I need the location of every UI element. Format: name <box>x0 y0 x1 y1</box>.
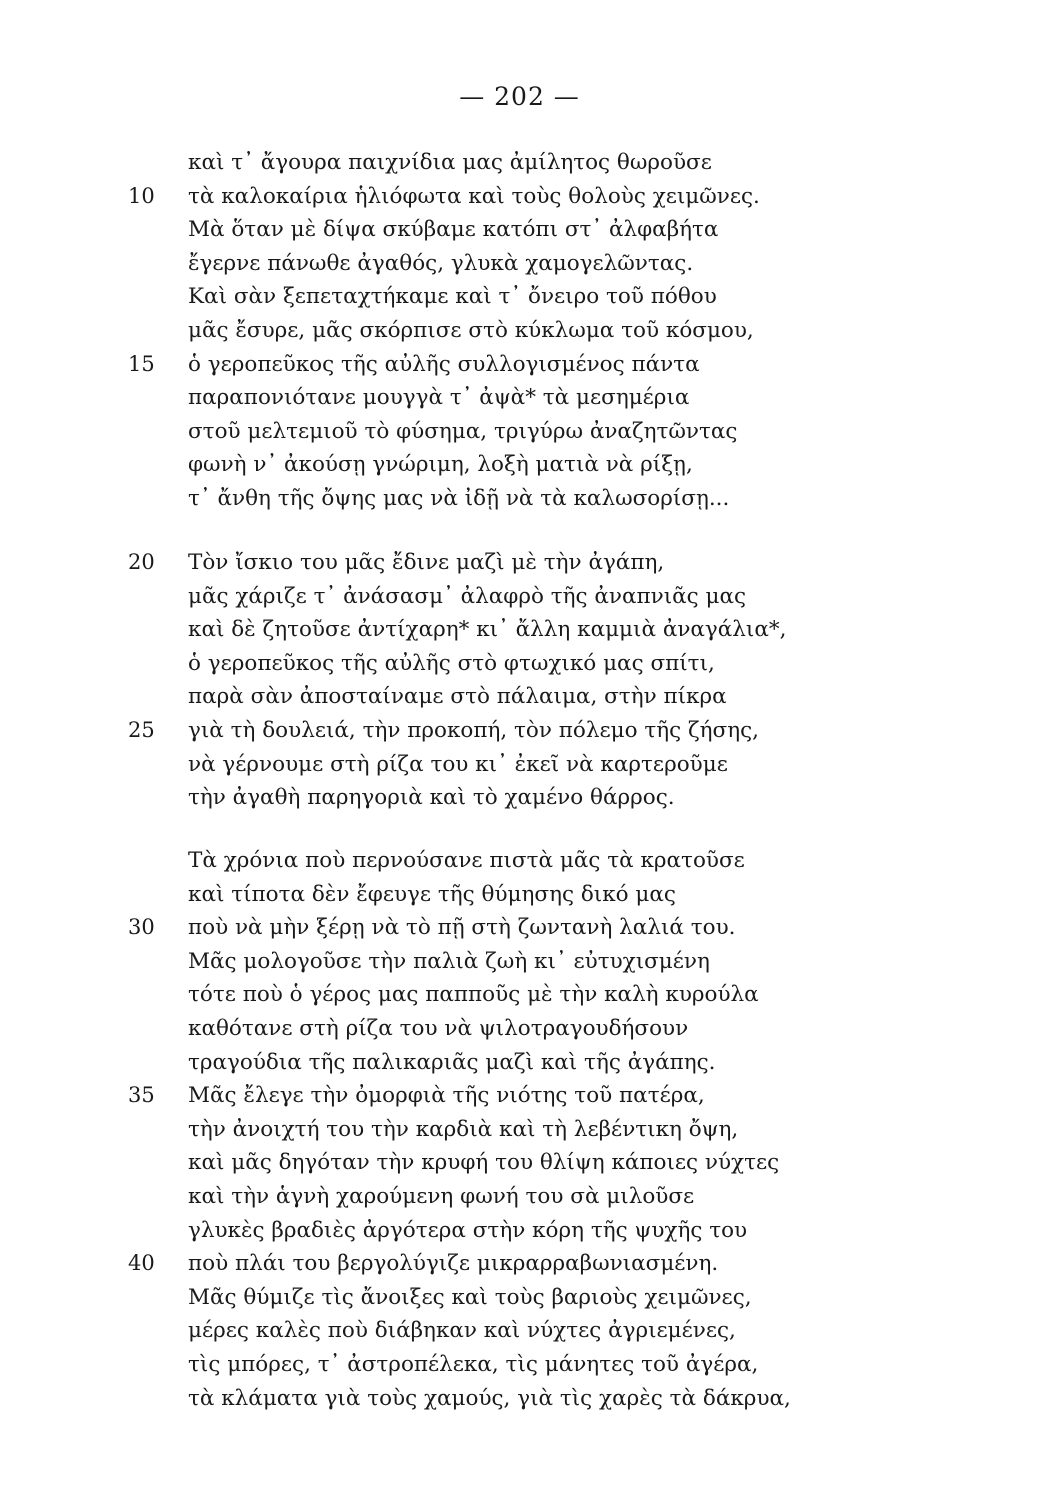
verse-text: μᾶς ἔσυρε, μᾶς σκόρπισε στὸ κύκλωμα τοῦ κόσμου, <box>188 317 754 343</box>
verse-line <box>0 680 1039 714</box>
verse-text: τὰ κλάματα γιὰ τοὺς χαμούς, γιὰ τὶς χαρὲς τὰ δάκρυα, <box>188 1385 791 1411</box>
verse-line <box>0 1079 1039 1113</box>
verse-line <box>0 911 1039 945</box>
verse-text: μέρες καλὲς ποὺ διάβηκαν καὶ νύχτες ἀγριεμένες, <box>188 1318 736 1344</box>
verse-text: τὰ καλοκαίρια ἡλιόφωτα καὶ τοὺς θολοὺς χειμῶνες. <box>188 183 760 209</box>
verse-text: γλυκὲς βραδιὲς ἀργότερα στὴν κόρη τῆς ψυχῆς του <box>188 1217 748 1243</box>
verse-line <box>0 1113 1039 1147</box>
verse-line <box>0 1180 1039 1214</box>
verse-line <box>0 878 1039 912</box>
line-number: 25 <box>128 717 155 742</box>
page-number: — 202 — <box>459 82 580 111</box>
line-number: 10 <box>128 183 155 208</box>
stanza-2 <box>0 546 1039 815</box>
verse-text: ἔγερνε πάνωθε ἀγαθός, γλυκὰ χαμογελῶντας. <box>188 250 694 276</box>
verse-text: καὶ τὴν ἁγνὴ χαρούμενη φωνή του σὰ μιλοῦσε <box>188 1183 695 1209</box>
verse-text: φωνὴ ν᾿ ἀκούσῃ γνώριμη, λοξὴ ματιὰ νὰ ρίξῃ, <box>188 452 693 478</box>
line-number: 35 <box>128 1083 155 1108</box>
verse-text: παραπονιότανε μουγγὰ τ᾿ ἀψὰ* τὰ μεσημέρια <box>188 385 690 411</box>
verse-text: τ᾿ ἄνθη τῆς ὄψης μας νὰ ἰδῇ νὰ τὰ καλωσορίσῃ... <box>188 485 730 511</box>
verse-line <box>0 945 1039 979</box>
verse-line <box>0 1348 1039 1382</box>
verse-text: νὰ γέρνουμε στὴ ρίζα του κι᾿ ἐκεῖ νὰ καρτεροῦμε <box>188 751 728 777</box>
verse-text: Μὰ ὅταν μὲ δίψα σκύβαμε κατόπι στ᾿ ἀλφαβήτα <box>188 217 719 243</box>
verse-line <box>0 1281 1039 1315</box>
verse-line <box>0 280 1039 314</box>
verse-line <box>0 213 1039 247</box>
verse-text: στοῦ μελτεμιοῦ τὸ φύσημα, τριγύρω ἀναζητῶντας <box>188 418 738 444</box>
verse-text: καθότανε στὴ ρίζα του νὰ ψιλοτραγουδήσουν <box>188 1015 689 1041</box>
verse-text: τότε ποὺ ὁ γέρος μας παπποῦς μὲ τὴν καλὴ κυρούλα <box>188 982 759 1008</box>
line-number: 30 <box>128 915 155 940</box>
verse-line <box>0 781 1039 815</box>
stanza-3 <box>0 844 1039 1415</box>
verse-line <box>0 415 1039 449</box>
verse-text: ποὺ νὰ μὴν ξέρῃ νὰ τὸ πῇ στὴ ζωντανὴ λαλιά του. <box>188 915 736 941</box>
verse-text: τὴν ἀνοιχτή του τὴν καρδιὰ καὶ τὴ λεβέντικη ὄψη, <box>188 1116 739 1142</box>
line-number: 40 <box>128 1251 155 1276</box>
verse-line <box>0 448 1039 482</box>
verse-line <box>0 1046 1039 1080</box>
verse-line <box>0 1382 1039 1416</box>
line-number: 15 <box>128 351 155 376</box>
verse-line <box>0 978 1039 1012</box>
stanza-1 <box>0 146 1039 516</box>
verse-line <box>0 647 1039 681</box>
verse-text: Τὸν ἴσκιο του μᾶς ἔδινε μαζὶ μὲ τὴν ἀγάπη, <box>188 550 665 575</box>
verse-line <box>0 146 1039 180</box>
verse-text: Μᾶς θύμιζε τὶς ἄνοιξες καὶ τοὺς βαριοὺς χειμῶνες, <box>188 1284 752 1310</box>
verse-text: ὁ γεροπεῦκος τῆς αὐλῆς συλλογισμένος πάντα <box>188 351 700 377</box>
verse-line <box>0 580 1039 614</box>
verse-line <box>0 844 1039 878</box>
verse-text: Καὶ σὰν ξεπεταχτήκαμε καὶ τ᾿ ὄνειρο τοῦ πόθου <box>188 284 717 310</box>
verse-line <box>0 714 1039 748</box>
verse-line <box>0 180 1039 214</box>
verse-line <box>0 482 1039 516</box>
verse-line <box>0 748 1039 782</box>
verse-text: μᾶς χάριζε τ᾿ ἀνάσασμ᾿ ἀλαφρὸ τῆς ἀναπνιᾶς μας <box>188 583 747 609</box>
verse-text: Τὰ χρόνια ποὺ περνούσανε πιστὰ μᾶς τὰ κρατοῦσε <box>188 848 745 873</box>
verse-line <box>0 1247 1039 1281</box>
verse-text: Μᾶς ἔλεγε τὴν ὀμορφιὰ τῆς νιότης τοῦ πατέρα, <box>188 1083 705 1109</box>
verse-text: καὶ μᾶς δηγόταν τὴν κρυφή του θλίψη κάποιες νύχτες <box>188 1150 780 1176</box>
verse-text: καὶ τίποτα δὲν ἔφευγε τῆς θύμησης δικό μας <box>188 881 676 907</box>
verse-text: ποὺ πλάι του βεργολύγιζε μικραρραβωνιασμένη. <box>188 1251 719 1277</box>
verse-line <box>0 613 1039 647</box>
verse-line <box>0 1012 1039 1046</box>
verse-text: γιὰ τὴ δουλειά, τὴν προκοπή, τὸν πόλεμο τῆς ζήσης, <box>188 717 759 743</box>
verse-text: καὶ τ᾿ ἄγουρα παιχνίδια μας ἀμίλητος θωροῦσε <box>188 150 712 175</box>
verse-text: τὴν ἀγαθὴ παρηγοριὰ καὶ τὸ χαμένο θάρρος. <box>188 785 675 811</box>
line-number: 20 <box>128 550 155 574</box>
verse-text: παρὰ σὰν ἀποσταίναμε στὸ πάλαιμα, στὴν πίκρα <box>188 684 727 710</box>
verse-line <box>0 314 1039 348</box>
verse-line <box>0 247 1039 281</box>
verse-text: ὁ γεροπεῦκος τῆς αὐλῆς στὸ φτωχικό μας σπίτι, <box>188 650 715 676</box>
verse-line <box>0 348 1039 382</box>
verse-text: τὶς μπόρες, τ᾿ ἀστροπέλεκα, τὶς μάνητες τοῦ ἀγέρα, <box>188 1351 759 1377</box>
verse-text: Μᾶς μολογοῦσε τὴν παλιὰ ζωὴ κι᾿ εὐτυχισμένη <box>188 948 710 974</box>
verse-text: καὶ δὲ ζητοῦσε ἀντίχαρη* κι᾿ ἄλλη καμμιὰ ἀναγάλια*, <box>188 617 787 643</box>
verse-line <box>0 381 1039 415</box>
verse-line <box>0 1146 1039 1180</box>
verse-line <box>0 1314 1039 1348</box>
verse-text: τραγούδια τῆς παλικαριᾶς μαζὶ καὶ τῆς ἀγάπης. <box>188 1049 716 1075</box>
verse-line <box>0 1214 1039 1248</box>
verse-line <box>0 546 1039 580</box>
